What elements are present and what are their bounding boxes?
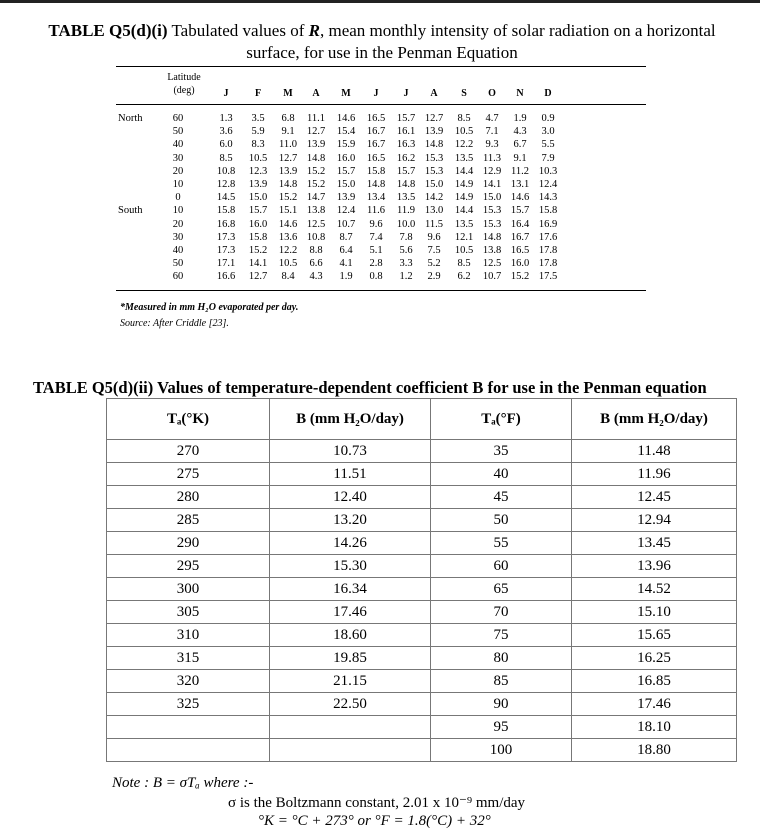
radiation-value: 16.5: [366, 113, 386, 124]
radiation-value: 11.2: [511, 165, 529, 177]
table1-title-var: R: [308, 21, 320, 40]
radiation-value: 7.9: [541, 152, 555, 164]
radiation-value: 17.1: [216, 258, 236, 270]
radiation-value: 10.7: [336, 218, 356, 230]
table1-title-text-a: Tabulated values of: [167, 21, 309, 40]
radiation-value: 16.6: [216, 271, 236, 283]
table-row: [107, 440, 737, 463]
radiation-value: 15.3: [482, 205, 502, 217]
radiation-value: 16.9: [538, 218, 558, 230]
note-line-2: σ is the Boltzmann constant, 2.01 x 10⁻⁹ mm/day: [228, 795, 526, 811]
radiation-value: 4.3: [513, 126, 527, 138]
b-mm-f-cell: 12.45: [572, 486, 737, 509]
coefficient-b-table: [106, 398, 737, 762]
note-line-3: °K = °C + 273° or °F = 1.8(°C) + 32°: [258, 813, 491, 829]
radiation-value: 11.1: [307, 113, 325, 124]
ta-f-cell: 70: [431, 601, 572, 624]
radiation-value: 15.7: [336, 165, 356, 177]
radiation-value: 12.1: [454, 231, 474, 243]
radiation-value: 13.9: [248, 179, 268, 190]
radiation-value: 13.9: [424, 126, 444, 138]
radiation-value: 8.5: [457, 258, 471, 270]
radiation-value: 14.6: [336, 113, 356, 124]
radiation-value: 12.4: [538, 179, 558, 190]
radiation-value: 17.6: [538, 231, 558, 243]
radiation-value: 3.0: [541, 126, 555, 138]
month-header: A: [312, 88, 320, 99]
radiation-value: 6.6: [309, 258, 323, 270]
table1-label: TABLE Q5(d)(i): [48, 21, 168, 40]
radiation-value: 4.7: [485, 113, 499, 124]
radiation-value: 15.7: [396, 113, 416, 124]
table1-source: Source: After Criddle [23].: [120, 318, 229, 329]
b-mm-f-cell: 18.80: [572, 739, 737, 762]
b-mm-cell: 19.85: [270, 647, 431, 670]
ta-k-cell: 295: [107, 555, 270, 578]
radiation-value: 7.5: [427, 245, 441, 256]
latitude-value: 20: [172, 218, 184, 230]
radiation-value: 14.8: [396, 179, 416, 190]
radiation-value: 15.8: [538, 205, 558, 217]
ta-f-cell: 80: [431, 647, 572, 670]
b-mm-f-cell: 17.46: [572, 693, 737, 716]
radiation-value: 8.5: [219, 152, 233, 164]
table1-title: [22, 20, 742, 64]
b-mm-f-cell: 15.10: [572, 601, 737, 624]
radiation-value: 12.5: [482, 258, 502, 270]
radiation-value: 16.5: [510, 245, 530, 256]
radiation-value: 6.8: [281, 113, 295, 124]
ta-f-cell: 65: [431, 578, 572, 601]
radiation-value: 13.5: [396, 192, 416, 204]
b-mm-f-cell: 13.45: [572, 532, 737, 555]
radiation-value: 1.3: [219, 113, 233, 124]
radiation-value: 17.3: [216, 231, 236, 243]
radiation-value: 7.4: [369, 231, 383, 243]
radiation-value: 14.9: [454, 192, 474, 204]
radiation-value: 0.8: [369, 271, 383, 283]
radiation-value: 9.6: [369, 218, 383, 230]
radiation-value: 9.6: [427, 231, 441, 243]
b-mm-f-cell: 13.96: [572, 555, 737, 578]
radiation-value: 1.2: [399, 271, 413, 283]
radiation-value: 12.7: [306, 126, 326, 138]
table-row: [107, 555, 737, 578]
radiation-value: 15.2: [306, 165, 326, 177]
b-mm-cell: 14.26: [270, 532, 431, 555]
ta-f-cell: 85: [431, 670, 572, 693]
header-b-mm-1: B (mm H₂O/day): [270, 399, 431, 440]
table-row: [107, 693, 737, 716]
radiation-value: 8.8: [309, 245, 323, 256]
radiation-value: 12.7: [248, 271, 268, 283]
b-mm-cell: 10.73: [270, 440, 431, 463]
radiation-value: 10.3: [538, 165, 558, 177]
radiation-value: 13.9: [336, 192, 356, 204]
radiation-value: 4.3: [309, 271, 323, 283]
ta-f-cell: 35: [431, 440, 572, 463]
radiation-value: 3.5: [251, 113, 265, 124]
ta-k-cell: [107, 739, 270, 762]
radiation-value: 6.0: [219, 139, 233, 151]
b-mm-f-cell: 12.94: [572, 509, 737, 532]
radiation-value: 15.2: [306, 179, 326, 190]
b-mm-f-cell: 11.48: [572, 440, 737, 463]
ta-f-cell: 55: [431, 532, 572, 555]
radiation-value: 14.8: [482, 231, 502, 243]
ta-k-cell: 325: [107, 693, 270, 716]
radiation-value: 15.3: [424, 152, 444, 164]
radiation-value: 15.0: [248, 192, 268, 204]
radiation-value: 6.7: [513, 139, 527, 151]
ta-k-cell: 270: [107, 440, 270, 463]
radiation-value: 10.5: [454, 126, 474, 138]
radiation-value: 15.8: [366, 165, 386, 177]
radiation-value: 13.1: [510, 179, 530, 190]
radiation-value: 15.8: [248, 231, 268, 243]
radiation-value: 15.0: [482, 192, 502, 204]
radiation-value: 15.3: [482, 218, 502, 230]
radiation-value: 5.2: [427, 258, 441, 270]
radiation-value: 17.3: [216, 245, 236, 256]
radiation-value: 12.2: [454, 139, 474, 151]
table-row: [107, 578, 737, 601]
b-mm-cell: [270, 716, 431, 739]
radiation-value: 11.5: [425, 218, 443, 230]
month-header: J: [373, 88, 379, 99]
radiation-value: 13.0: [424, 205, 444, 217]
radiation-value: 13.6: [278, 231, 298, 243]
header-ta-k: Tₐ(°K): [107, 399, 270, 440]
table-row: [107, 647, 737, 670]
ta-k-cell: [107, 716, 270, 739]
radiation-value: 8.7: [339, 231, 353, 243]
ta-k-cell: 275: [107, 463, 270, 486]
radiation-value: 15.4: [336, 126, 356, 138]
ta-k-cell: 290: [107, 532, 270, 555]
latitude-value: 30: [172, 152, 184, 164]
radiation-value: 2.9: [427, 271, 441, 283]
radiation-value: 14.2: [424, 192, 444, 204]
radiation-value: 11.0: [279, 139, 297, 151]
radiation-value: 14.8: [306, 152, 326, 164]
radiation-value: 14.7: [306, 192, 326, 204]
radiation-value: 11.9: [397, 205, 415, 217]
radiation-value: 16.4: [510, 218, 530, 230]
radiation-value: 7.8: [399, 231, 413, 243]
b-mm-cell: [270, 739, 431, 762]
b-mm-f-cell: 14.52: [572, 578, 737, 601]
ta-k-cell: 305: [107, 601, 270, 624]
radiation-value: 13.5: [454, 152, 474, 164]
table-row: [107, 532, 737, 555]
radiation-value: 15.0: [424, 179, 444, 190]
radiation-value: 12.7: [424, 113, 444, 124]
table-row: [107, 624, 737, 647]
b-mm-cell: 21.15: [270, 670, 431, 693]
radiation-value: 8.3: [251, 139, 265, 151]
table-row: [107, 486, 737, 509]
table-row: [107, 463, 737, 486]
ta-f-cell: 50: [431, 509, 572, 532]
latitude-value: 60: [172, 113, 184, 124]
b-mm-cell: 17.46: [270, 601, 431, 624]
note-line-1: Note : B = σTₐ where :-: [112, 775, 254, 791]
month-header: S: [461, 88, 467, 99]
month-header: N: [516, 88, 524, 99]
radiation-value: 12.2: [278, 245, 298, 256]
radiation-value: 2.8: [369, 258, 383, 270]
latitude-value: 40: [172, 139, 184, 151]
radiation-value: 16.5: [366, 152, 386, 164]
radiation-value: 15.0: [336, 179, 356, 190]
radiation-value: 17.8: [538, 245, 558, 256]
radiation-value: 8.5: [457, 113, 471, 124]
radiation-value: 10.8: [216, 165, 236, 177]
radiation-value: 12.5: [306, 218, 326, 230]
month-header: M: [283, 88, 293, 99]
latitude-value: 10: [172, 179, 184, 190]
radiation-value: 13.8: [306, 205, 326, 217]
radiation-value: 17.8: [538, 258, 558, 270]
table1-title-text-b: , mean monthly intensity of solar radiation on a horizontal: [319, 21, 716, 40]
ta-k-cell: 300: [107, 578, 270, 601]
radiation-value: 3.3: [399, 258, 413, 270]
radiation-value: 5.6: [399, 245, 413, 256]
ta-k-cell: 315: [107, 647, 270, 670]
radiation-value: 16.0: [248, 218, 268, 230]
radiation-value: 7.1: [485, 126, 499, 138]
table1-header-rule: [116, 104, 646, 105]
radiation-value: 15.3: [424, 165, 444, 177]
radiation-value: 8.4: [281, 271, 295, 283]
radiation-value: 16.3: [396, 139, 416, 151]
latitude-value: 40: [172, 245, 184, 256]
table-row: [107, 509, 737, 532]
table1-bottom-rule: [116, 290, 646, 291]
ta-f-cell: 90: [431, 693, 572, 716]
radiation-value: 16.8: [216, 218, 236, 230]
month-header: A: [430, 88, 438, 99]
month-header: F: [254, 88, 262, 99]
table1-top-rule: [116, 66, 646, 67]
ta-f-cell: 40: [431, 463, 572, 486]
radiation-value: 12.3: [248, 165, 268, 177]
table2-title-text: TABLE Q5(d)(ii) Values of temperature-dependent coefficient B for use in the Penman equation: [33, 378, 707, 397]
month-header: J: [223, 88, 229, 99]
table-row: [107, 601, 737, 624]
radiation-value: 14.6: [510, 192, 530, 204]
radiation-value: 15.2: [510, 271, 530, 283]
radiation-value: 13.5: [454, 218, 474, 230]
ta-f-cell: 100: [431, 739, 572, 762]
radiation-value: 10.5: [248, 152, 268, 164]
radiation-value: 16.0: [336, 152, 356, 164]
radiation-value: 10.8: [306, 231, 326, 243]
radiation-value: 14.3: [538, 192, 558, 204]
ta-f-cell: 75: [431, 624, 572, 647]
table-row: [107, 716, 737, 739]
table1-footnote: *Measured in mm H₂O evaporated per day.: [120, 302, 299, 313]
month-header: J: [403, 88, 409, 99]
header-ta-f: Tₐ(°F): [431, 399, 572, 440]
region-label: North: [118, 113, 143, 124]
radiation-value: 6.2: [457, 271, 471, 283]
radiation-value: 10.5: [454, 245, 474, 256]
b-mm-cell: 11.51: [270, 463, 431, 486]
radiation-value: 13.9: [278, 165, 298, 177]
radiation-value: 14.6: [278, 218, 298, 230]
radiation-value: 10.5: [278, 258, 298, 270]
b-mm-f-cell: 16.25: [572, 647, 737, 670]
radiation-value: 14.4: [454, 165, 474, 177]
latitude-value: 50: [172, 258, 184, 270]
radiation-value: 13.8: [482, 245, 502, 256]
latitude-header-line1: Latitude: [167, 72, 201, 83]
latitude-header-line2: (deg): [173, 85, 195, 96]
radiation-value: 11.6: [367, 205, 385, 217]
latitude-value: 30: [172, 231, 184, 243]
radiation-value: 9.1: [281, 126, 295, 138]
ta-k-cell: 310: [107, 624, 270, 647]
radiation-value: 12.7: [278, 152, 298, 164]
radiation-value: 15.8: [216, 205, 236, 217]
b-mm-f-cell: 11.96: [572, 463, 737, 486]
radiation-value: 14.8: [278, 179, 298, 190]
radiation-value: 16.7: [366, 139, 386, 151]
radiation-value: 16.0: [510, 258, 530, 270]
radiation-value: 4.1: [339, 258, 353, 270]
b-mm-f-cell: 18.10: [572, 716, 737, 739]
radiation-value: 17.5: [538, 271, 558, 283]
ta-k-cell: 285: [107, 509, 270, 532]
radiation-value: 16.7: [510, 231, 530, 243]
radiation-value: 14.1: [482, 179, 502, 190]
b-mm-cell: 22.50: [270, 693, 431, 716]
top-border: [0, 0, 760, 3]
month-header: D: [544, 88, 552, 99]
radiation-value: 16.7: [366, 126, 386, 138]
radiation-value: 14.8: [366, 179, 386, 190]
latitude-value: 10: [172, 205, 184, 217]
radiation-value: 14.4: [454, 205, 474, 217]
radiation-value: 15.2: [278, 192, 298, 204]
latitude-value: 60: [172, 271, 184, 283]
latitude-value: 0: [175, 192, 181, 204]
b-mm-cell: 15.30: [270, 555, 431, 578]
radiation-value: 12.4: [336, 205, 356, 217]
solar-radiation-table: [116, 60, 646, 340]
b-mm-f-cell: 16.85: [572, 670, 737, 693]
ta-f-cell: 95: [431, 716, 572, 739]
month-header: M: [341, 88, 351, 99]
latitude-value: 20: [172, 165, 184, 177]
ta-k-cell: 280: [107, 486, 270, 509]
radiation-value: 10.7: [482, 271, 502, 283]
radiation-value: 15.7: [510, 205, 530, 217]
table1-title-line2: surface, for use in the Penman Equation: [246, 43, 518, 62]
radiation-value: 11.3: [483, 152, 501, 164]
radiation-value: 9.1: [513, 152, 527, 164]
radiation-value: 14.1: [248, 258, 268, 270]
radiation-value: 15.7: [248, 205, 268, 217]
radiation-value: 14.8: [424, 139, 444, 151]
radiation-value: 5.1: [369, 245, 383, 256]
radiation-value: 13.4: [366, 192, 386, 204]
table-row: [107, 739, 737, 762]
b-mm-cell: 18.60: [270, 624, 431, 647]
radiation-value: 16.1: [396, 126, 416, 138]
region-label: South: [118, 205, 143, 217]
radiation-value: 5.9: [251, 126, 265, 138]
ta-f-cell: 45: [431, 486, 572, 509]
radiation-value: 1.9: [513, 113, 527, 124]
radiation-value: 15.9: [336, 139, 356, 151]
b-mm-f-cell: 15.65: [572, 624, 737, 647]
b-mm-cell: 12.40: [270, 486, 431, 509]
radiation-value: 6.4: [339, 245, 353, 256]
radiation-value: 14.9: [454, 179, 474, 190]
radiation-value: 15.1: [278, 205, 298, 217]
ta-k-cell: 320: [107, 670, 270, 693]
radiation-value: 14.5: [216, 192, 236, 204]
radiation-value: 15.7: [396, 165, 416, 177]
b-mm-cell: 16.34: [270, 578, 431, 601]
radiation-value: 12.9: [482, 165, 502, 177]
latitude-header: [164, 71, 204, 97]
month-header: O: [488, 88, 496, 99]
radiation-value: 1.9: [339, 271, 353, 283]
radiation-value: 0.9: [541, 113, 555, 124]
header-b-mm-2: B (mm H₂O/day): [572, 399, 737, 440]
ta-f-cell: 60: [431, 555, 572, 578]
latitude-value: 50: [172, 126, 184, 138]
radiation-value: 5.5: [541, 139, 555, 151]
b-mm-cell: 13.20: [270, 509, 431, 532]
radiation-value: 3.6: [219, 126, 233, 138]
radiation-value: 15.2: [248, 245, 268, 256]
radiation-value: 13.9: [306, 139, 326, 151]
radiation-value: 10.0: [396, 218, 416, 230]
table-row: [107, 670, 737, 693]
table2-title: [33, 378, 733, 398]
radiation-value: 16.2: [396, 152, 416, 164]
radiation-value: 9.3: [485, 139, 499, 151]
radiation-value: 12.8: [216, 179, 236, 190]
